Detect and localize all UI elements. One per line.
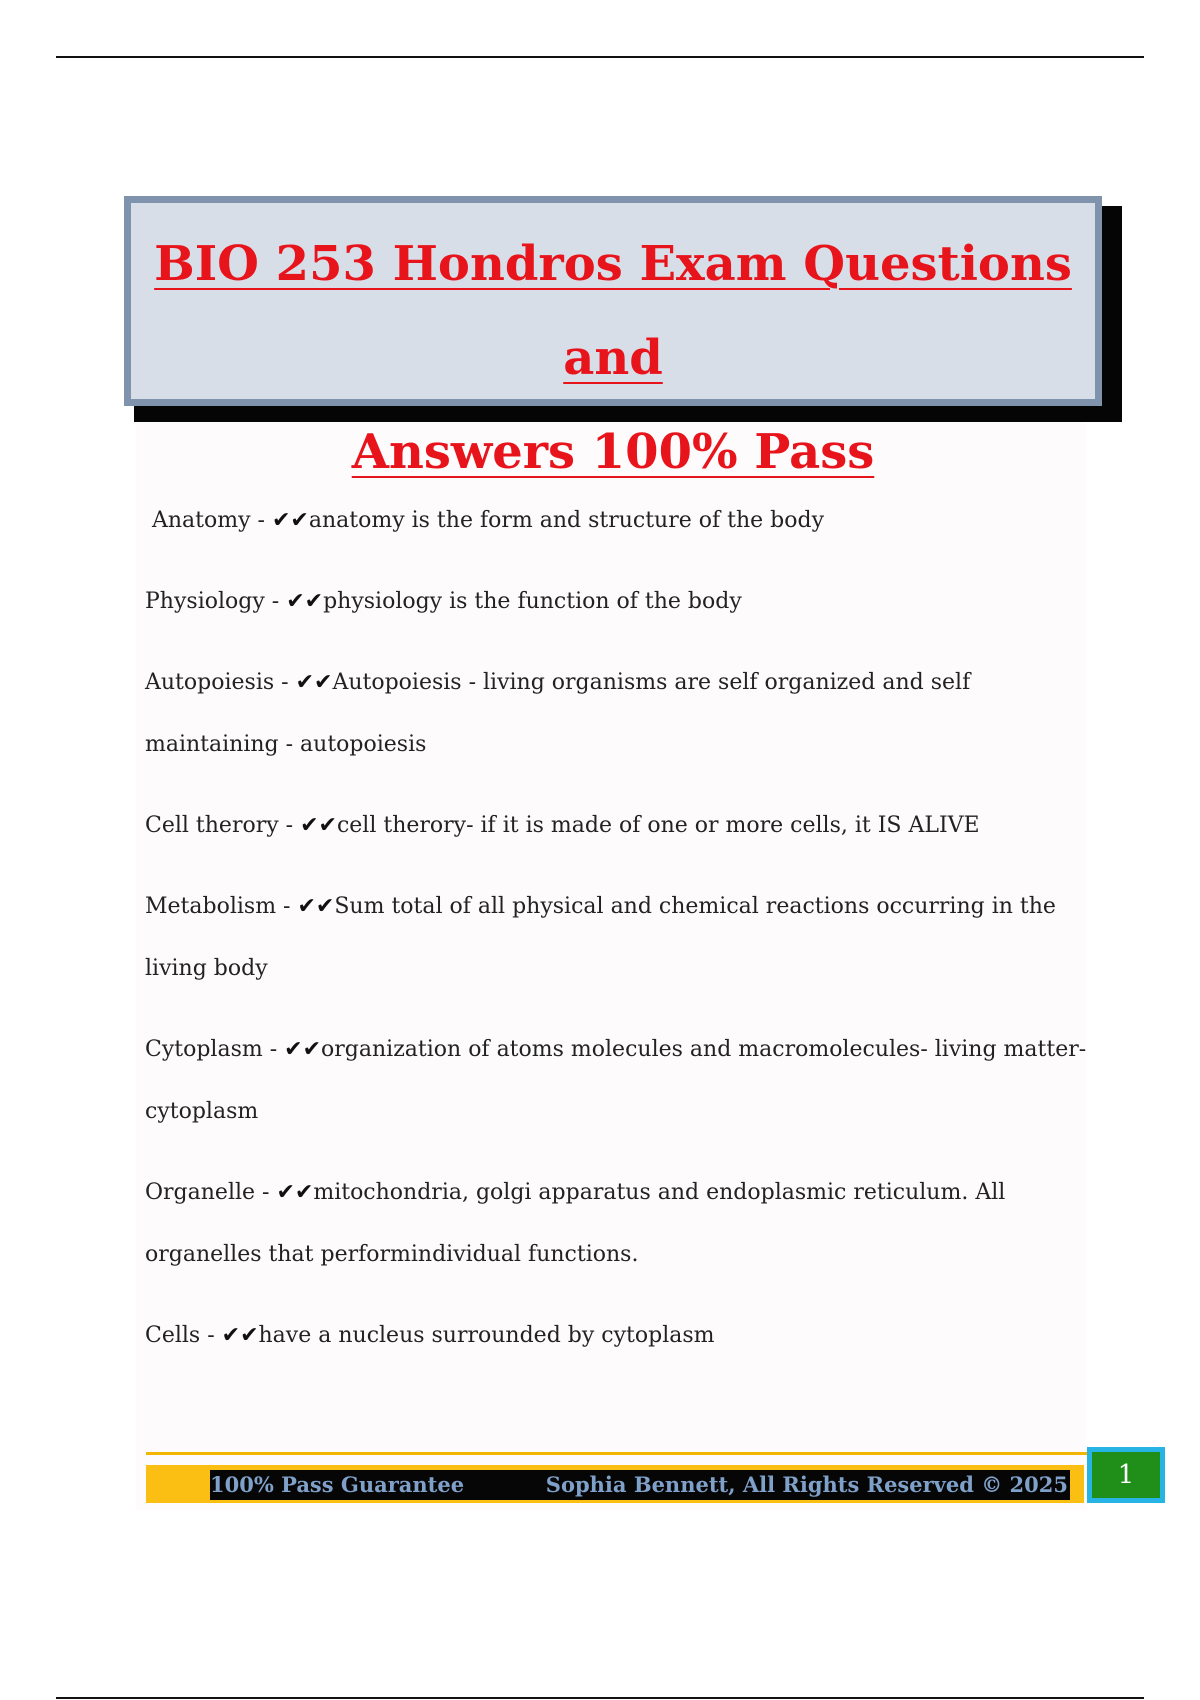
bottom-rule	[56, 1697, 1144, 1699]
double-check-icon: ✔✔	[300, 813, 337, 838]
qa-item-cells	[145, 1305, 1095, 1367]
double-check-icon: ✔✔	[297, 894, 335, 919]
qa-term: Anatomy -	[152, 508, 272, 533]
qa-term: Metabolism -	[145, 894, 298, 919]
double-check-icon: ✔✔	[284, 1037, 322, 1062]
footer-gold-line	[146, 1452, 1092, 1455]
footer-guarantee-text: 100% Pass Guarantee	[210, 1472, 465, 1497]
qa-item-cell-therory	[145, 795, 1095, 857]
qa-answer: anatomy is the form and structure of the body	[308, 508, 824, 533]
qa-term: Physiology -	[145, 589, 287, 614]
qa-term: Organelle -	[145, 1180, 277, 1205]
qa-item-autopoiesis	[145, 652, 1095, 776]
double-check-icon: ✔✔	[271, 508, 309, 533]
qa-answer: physiology is the function of the body	[323, 589, 742, 614]
double-check-icon: ✔✔	[221, 1323, 259, 1348]
qa-item-anatomy	[145, 490, 1095, 552]
qa-answer: Autopoiesis - living organisms are self organized and self maintaining - autopoiesis	[145, 670, 971, 757]
double-check-icon: ✔✔	[295, 670, 333, 695]
qa-term: Cytoplasm -	[145, 1037, 285, 1062]
qa-term: Autopoiesis -	[145, 670, 296, 695]
title-line-1: BIO 253 Hondros Exam Questions and	[154, 236, 1072, 386]
qa-answer: have a nucleus surrounded by cytoplasm	[258, 1323, 715, 1348]
qa-term: Cell therory -	[145, 813, 301, 838]
double-check-icon: ✔✔	[286, 589, 324, 614]
qa-term: Cells -	[145, 1323, 222, 1348]
qa-item-metabolism	[145, 876, 1095, 1000]
title-line-2: Answers 100% Pass	[351, 424, 875, 480]
document-title	[131, 203, 1095, 499]
page-number-badge: 1	[1087, 1447, 1165, 1503]
qa-list	[145, 490, 1095, 1386]
qa-answer: mitochondria, golgi apparatus and endoplasmic reticulum. All organelles that performindividual functions.	[145, 1180, 1006, 1267]
qa-item-physiology	[145, 571, 1095, 633]
footer-copyright-text: Sophia Bennett, All Rights Reserved © 2025	[545, 1472, 1068, 1497]
double-check-icon: ✔✔	[276, 1180, 314, 1205]
title-box	[124, 196, 1102, 480]
qa-item-cytoplasm	[145, 1019, 1095, 1143]
top-rule	[56, 56, 1144, 58]
qa-item-organelle	[145, 1162, 1095, 1286]
qa-answer: Sum total of all physical and chemical reactions occurring in the living body	[145, 894, 1056, 981]
qa-answer: cell therory- if it is made of one or more cells, it IS ALIVE	[336, 813, 980, 838]
qa-answer: organization of atoms molecules and macromolecules- living matter- cytoplasm	[145, 1037, 1087, 1124]
